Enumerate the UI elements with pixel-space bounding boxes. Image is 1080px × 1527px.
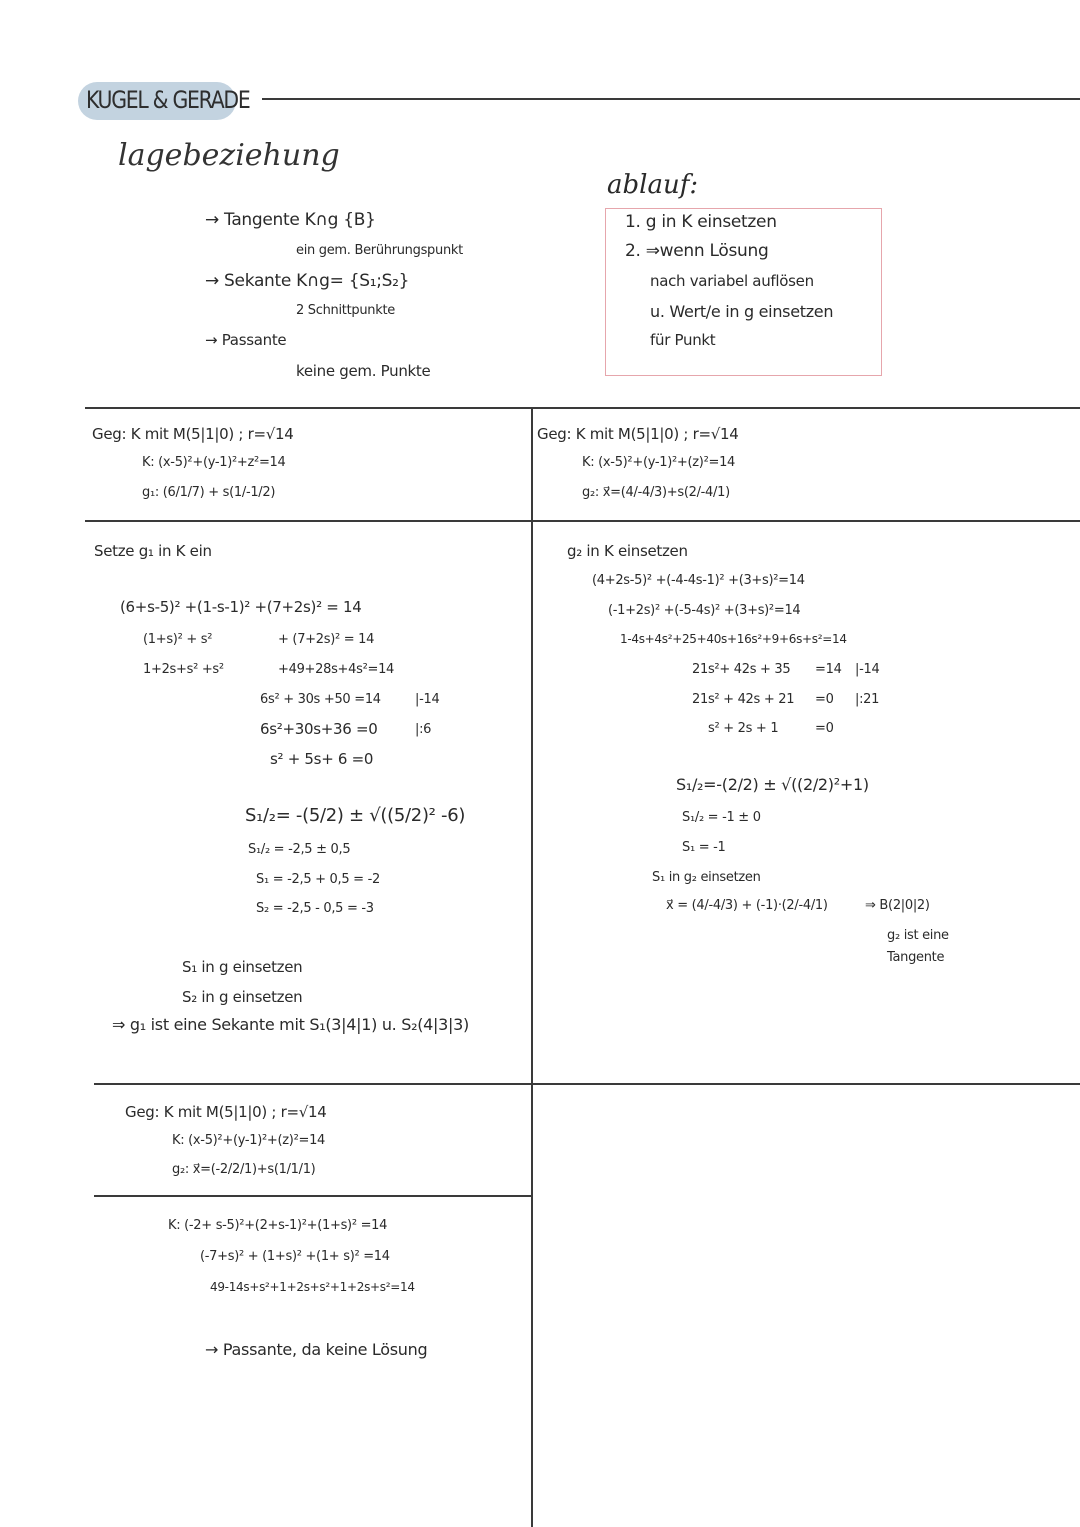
ex2-result-point: ⇒ B(2|0|2) — [865, 898, 930, 913]
ex2-step-1: (4+2s-5)² +(-4-4s-1)² +(3+s)²=14 — [592, 573, 805, 588]
ex1-given-rule — [85, 520, 531, 522]
ex2-pq-formula: S₁/₂=-(2/2) ± √((2/2)²+1) — [676, 775, 869, 794]
ex3-conclusion: → Passante, da keine Lösung — [205, 1340, 428, 1359]
ex2-intro: g₂ in K einsetzen — [567, 542, 688, 560]
ex1-step-5: 6s²+30s+36 =0 — [260, 720, 378, 738]
ex3-given-line-2: K: (x-5)²+(y-1)²+(z)²=14 — [172, 1133, 326, 1148]
process-box — [605, 208, 882, 376]
ex3-step-3: 49-14s+s²+1+2s+s²+1+2s+s²=14 — [210, 1280, 415, 1294]
ex2-step-10: S₁ in g₂ einsetzen — [652, 870, 761, 885]
process-step-2-line-4: für Punkt — [650, 331, 716, 349]
ex1-step-2b: + (7+2s)² = 14 — [278, 632, 375, 647]
ex2-step-6: s² + 2s + 1 — [708, 721, 779, 736]
ex1-given-line-1: Geg: K mit M(5|1|0) ; r=√14 — [92, 425, 294, 443]
ex1-step-10: S₂ = -2,5 - 0,5 = -3 — [256, 901, 374, 916]
ex2-step-11: x⃗ = (4/-4/3) + (-1)·(2/-4/1) — [666, 898, 828, 913]
grid-line-middle — [94, 1083, 1080, 1085]
ex2-step-4-result: =14 — [815, 662, 842, 677]
ex3-given-line-3: g₂: x⃗=(-2/2/1)+s(1/1/1) — [172, 1162, 316, 1177]
ex1-step-2a: (1+s)² + s² — [143, 632, 213, 647]
ex1-result: ⇒ g₁ ist eine Sekante mit S₁(3|4|1) u. S₂(4|3|3) — [112, 1015, 469, 1034]
process-step-2: 2. ⇒wenn Lösung — [625, 241, 769, 261]
ex1-step-1: (6+s-5)² +(1-s-1)² +(7+2s)² = 14 — [120, 598, 362, 616]
ex1-given-line-2: K: (x-5)²+(y-1)²+z²=14 — [142, 455, 286, 470]
process-title: ablauf: — [607, 170, 699, 200]
ex3-step-1: K: (-2+ s-5)²+(2+s-1)²+(1+s)² =14 — [168, 1218, 388, 1233]
ex1-given-line-3: g₁: (6/1/7) + s(1/-1/2) — [142, 485, 276, 500]
ex3-step-2: (-7+s)² + (1+s)² +(1+ s)² =14 — [200, 1249, 390, 1264]
process-step-2-line-3: u. Wert/e in g einsetzen — [650, 302, 834, 321]
ex2-step-6-result: =0 — [815, 721, 834, 736]
ex2-result-line-3: Tangente — [887, 950, 945, 965]
ex1-step-9: S₁ = -2,5 + 0,5 = -2 — [256, 872, 380, 887]
grid-divider-vertical — [531, 407, 533, 1527]
ex2-given-line-2: K: (x-5)²+(y-1)²+(z)²=14 — [582, 455, 736, 470]
tangent-definition: → Tangente K∩g {B} — [205, 210, 376, 230]
ex1-pq-formula: S₁/₂= -(5/2) ± √((5/2)² -6) — [245, 805, 466, 826]
process-step-1: 1. g in K einsetzen — [625, 212, 777, 232]
ex2-step-5-operation: |:21 — [855, 692, 880, 707]
ex2-step-3: 1-4s+4s²+25+40s+16s²+9+6s+s²=14 — [620, 632, 847, 646]
process-step-2-line-2: nach variabel auflösen — [650, 272, 814, 290]
page-title: KUGEL & GERADE — [86, 86, 250, 114]
ex2-given-line-3: g₂: x⃗=(4/-4/3)+s(2/-4/1) — [582, 485, 730, 500]
ex1-intro: Setze g₁ in K ein — [94, 542, 212, 560]
ex2-step-4-operation: |-14 — [855, 662, 880, 677]
ex1-conclusion-2: S₂ in g einsetzen — [182, 988, 303, 1006]
ex2-step-2: (-1+2s)² +(-5-4s)² +(3+s)²=14 — [608, 603, 801, 618]
ex2-result-line-2: g₂ ist eine — [887, 928, 949, 943]
ex1-step-8: S₁/₂ = -2,5 ± 0,5 — [248, 842, 351, 857]
ex1-step-6: s² + 5s+ 6 =0 — [270, 750, 374, 768]
ex1-step-4: 6s² + 30s +50 =14 — [260, 692, 381, 707]
ex2-step-9: S₁ = -1 — [682, 840, 726, 855]
subtitle: lagebeziehung — [118, 138, 340, 173]
tangent-note: ein gem. Berührungspunkt — [296, 243, 463, 258]
ex2-step-4: 21s²+ 42s + 35 — [692, 662, 791, 677]
secant-note: 2 Schnittpunkte — [296, 303, 395, 318]
ex2-step-5-result: =0 — [815, 692, 834, 707]
secant-definition: → Sekante K∩g= {S₁;S₂} — [205, 271, 410, 291]
passant-definition: → Passante — [205, 331, 287, 349]
title-rule — [262, 98, 1080, 100]
grid-line-top — [85, 407, 1080, 409]
ex1-conclusion-1: S₁ in g einsetzen — [182, 958, 303, 976]
ex1-step-3a: 1+2s+s² +s² — [143, 662, 224, 677]
ex2-step-5: 21s² + 42s + 21 — [692, 692, 795, 707]
ex1-step-3b: +49+28s+4s²=14 — [278, 662, 395, 677]
ex3-given-line-1: Geg: K mit M(5|1|0) ; r=√14 — [125, 1103, 327, 1121]
passant-note: keine gem. Punkte — [296, 362, 431, 380]
ex3-given-rule — [94, 1195, 531, 1197]
ex1-step-4-operation: |-14 — [415, 692, 440, 707]
ex2-step-8: S₁/₂ = -1 ± 0 — [682, 810, 761, 825]
ex1-step-5-operation: |:6 — [415, 722, 432, 737]
ex2-given-line-1: Geg: K mit M(5|1|0) ; r=√14 — [537, 425, 739, 443]
ex2-given-rule — [532, 520, 1080, 522]
